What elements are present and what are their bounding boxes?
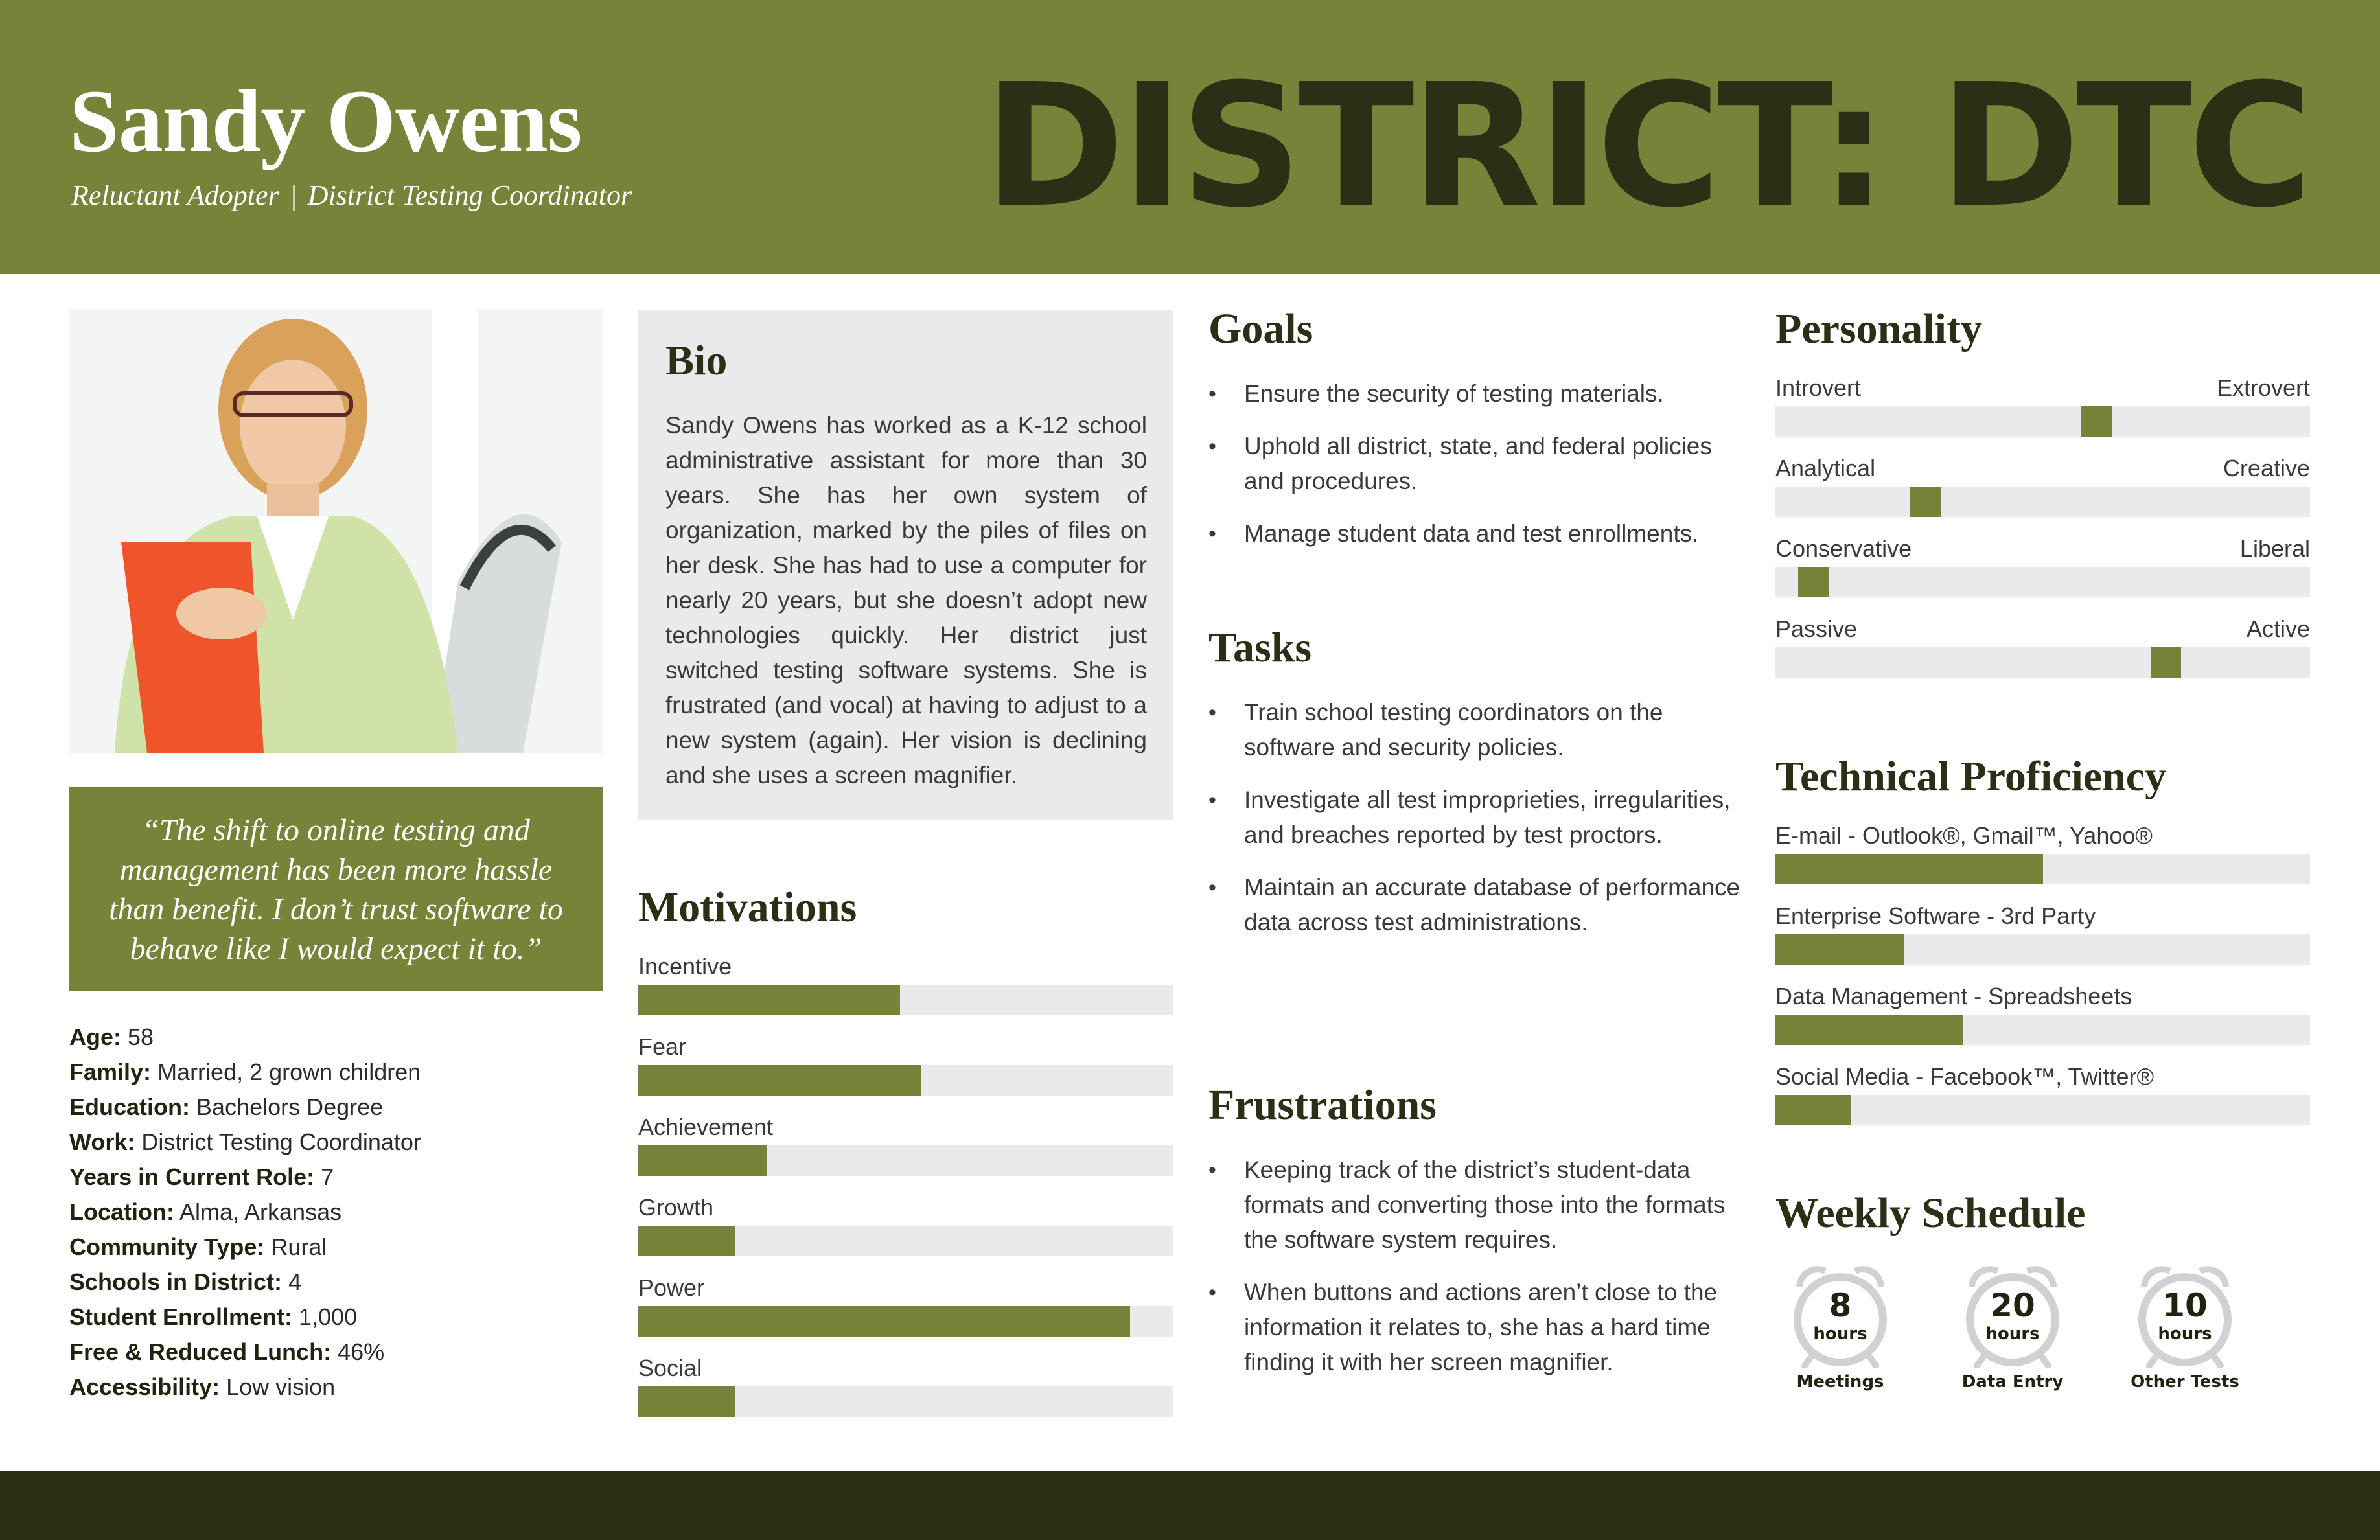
demographic-label: Free & Reduced Lunch: [69,1339,332,1365]
demographic-label: Schools in District: [69,1269,283,1295]
demographic-row [69,1055,603,1090]
slider-right-label: Extrovert [2216,374,2310,401]
demographic-row [69,1370,603,1405]
slider-left-label: Analytical [1775,455,1876,481]
technical-item [1775,1065,2310,1145]
motivation-label: Achievement [638,1114,774,1140]
persona-quote: “The shift to online testing and management has been more hassle than benefit. I don’t trust software to behave like I would expect it to.” [109,812,563,966]
schedule-unit: hours [1813,1324,1867,1344]
goal-item: • Uphold all district, state, and federal policies and procedures. [1208,429,1746,499]
slider-right-label: Liberal [2239,535,2310,562]
technical-track [1775,1095,2310,1125]
persona-photo [69,309,603,753]
demographic-row [69,1230,603,1265]
slider-marker [1910,487,1941,517]
bio-panel [638,310,1173,820]
schedule-label: Other Tests [2131,1372,2239,1392]
demographic-row [69,1195,603,1230]
demographic-value: District Testing Coordinator [141,1129,421,1155]
personality-title: Personality [1775,305,1982,352]
demographic-label: Work: [69,1129,135,1155]
schedule-unit: hours [1985,1324,2040,1344]
schedule-title: Weekly Schedule [1775,1189,2086,1237]
tasks-list [1208,695,1746,940]
demographic-value: 1,000 [299,1304,358,1330]
subtitle-separator: | [289,179,297,211]
schedule-item [2094,1258,2276,1392]
bio-text: Sandy Owens has worked as a K-12 school administrative assistant for more than 30 years. She has her own system of organization, marked by the piles of files on her desk. She has had to use a computer for nearly 20 years, but she doesn’t adopt new technologies quickly. Her district just switched testing software systems. She is frustrated (and vocal) at having to adjust to a new system (again). Her vision is declining and she uses a screen magnifier. [665,412,1147,788]
task-item: • Maintain an accurate database of performance data across test administrations. [1208,870,1746,940]
motivation-label: Incentive [638,953,732,980]
schedule-clocks [1775,1258,2320,1392]
slider-track [1775,567,2310,597]
demographic-value: Bachelors Degree [196,1094,384,1120]
slider-left-label: Introvert [1775,374,1862,401]
motivation-fill [638,1145,767,1176]
persona-photo-illustration [69,309,603,753]
motivation-item [638,1276,1173,1357]
personality-slider [1775,537,2310,617]
motivation-label: Fear [638,1033,687,1060]
frustration-item: • Keeping track of the district’s student-data formats and converting those into the formats the software system requires. [1208,1153,1746,1258]
technical-title: Technical Proficiency [1775,753,2167,800]
schedule-section [1775,1189,2320,1392]
bio-title: Bio [665,337,728,384]
goals-list [1208,376,1746,551]
demographic-value: 4 [288,1269,302,1295]
demographic-row [69,1335,603,1370]
technical-track [1775,854,2310,884]
technical-item [1775,824,2310,904]
technical-label: Social Media - Facebook™, Twitter® [1775,1063,2155,1090]
motivation-fill [638,1226,735,1256]
personality-slider [1775,617,2310,698]
demographic-label: Years in Current Role: [69,1164,315,1190]
motivation-label: Power [638,1274,705,1301]
motivation-track [638,1306,1173,1337]
demographic-label: Student Enrollment: [69,1304,292,1330]
goals-section [1208,305,1746,569]
motivation-item [638,955,1173,1035]
motivation-track [638,985,1173,1015]
slider-right-label: Active [2246,615,2310,642]
motivation-item [638,1116,1173,1196]
demographic-label: Location: [69,1199,174,1225]
technical-fill [1775,1095,1851,1125]
persona-type: Reluctant Adopter [71,179,279,211]
schedule-label: Data Entry [1961,1372,2064,1392]
demographic-row [69,1160,603,1195]
footer-bar [0,1471,2380,1540]
motivation-fill [638,985,900,1015]
personality-sliders [1775,376,2310,698]
technical-label: Data Management - Spreadsheets [1775,983,2132,1009]
motivation-track [638,1386,1173,1417]
slider-track [1775,406,2310,437]
motivations-section [638,886,1173,1437]
slider-marker [2151,647,2181,678]
technical-fill [1775,1015,1963,1045]
schedule-item [1922,1258,2103,1392]
demographic-label: Age: [69,1024,121,1050]
frustrations-title: Frustrations [1208,1081,1437,1129]
schedule-label: Meetings [1796,1372,1884,1392]
motivation-fill [638,1386,735,1417]
personality-slider [1775,376,2310,457]
demographic-value: Married, 2 grown children [157,1059,421,1085]
goals-title: Goals [1208,305,1313,352]
demographic-label: Family: [69,1059,152,1085]
technical-fill [1775,854,2043,884]
motivation-fill [638,1065,921,1096]
schedule-unit: hours [2158,1324,2212,1344]
demographic-row [69,1300,603,1335]
persona-name: Sandy Owens [69,71,582,170]
motivation-item [638,1196,1173,1276]
personality-slider [1775,457,2310,537]
motivation-label: Growth [638,1194,714,1221]
slider-left-label: Passive [1775,615,1858,642]
technical-item [1775,904,2310,985]
personality-section [1775,305,2310,698]
motivation-fill [638,1306,1130,1337]
demographic-value: 58 [128,1024,154,1050]
motivation-track [638,1226,1173,1256]
demographic-row [69,1265,603,1300]
persona-quote-box [69,787,603,991]
slider-right-label: Creative [2223,455,2310,481]
frustrations-section [1208,1081,1746,1397]
demographic-value: 7 [321,1164,334,1190]
demographic-row [69,1020,603,1055]
motivation-item [638,1357,1173,1437]
task-item: • Train school testing coordinators on the software and security policies. [1208,695,1746,765]
motivations-bars [638,955,1173,1437]
technical-label: E-mail - Outlook®, Gmail™, Yahoo® [1775,822,2153,849]
demographic-row [69,1090,603,1125]
schedule-hours: 20 [1990,1287,2035,1324]
demographic-value: Alma, Arkansas [179,1199,342,1225]
goal-item: • Manage student data and test enrollments. [1208,516,1746,551]
slider-track [1775,487,2310,517]
technical-fill [1775,934,1904,965]
slider-left-label: Conservative [1775,535,1912,562]
persona-subtitle [71,179,632,212]
tasks-section [1208,626,1746,958]
schedule-item [1750,1258,1931,1392]
schedule-hours: 8 [1829,1287,1852,1324]
header-banner [0,0,2380,274]
demographic-label: Education: [69,1094,190,1120]
motivation-label: Social [638,1355,702,1381]
demographic-value: Rural [271,1234,327,1260]
frustration-item: • When buttons and actions aren’t close to the information it relates to, she has a hard time finding it with her screen magnifier. [1208,1275,1746,1380]
motivation-track [638,1145,1173,1176]
demographic-label: Community Type: [69,1234,265,1260]
technical-track [1775,934,2310,965]
persona-role: District Testing Coordinator [307,179,632,211]
demographic-row [69,1125,603,1160]
district-title: DISTRICT: DTC [984,47,2309,245]
technical-track [1775,1015,2310,1045]
task-item: • Investigate all test improprieties, irregularities, and breaches reported by test proctors. [1208,783,1746,853]
goal-item: • Ensure the security of testing materials. [1208,376,1746,411]
slider-marker [1798,567,1829,597]
demographics-list [69,1020,603,1405]
technical-section [1775,755,2310,1145]
schedule-hours: 10 [2162,1287,2208,1324]
motivations-title: Motivations [638,884,857,931]
slider-marker [2081,406,2112,437]
frustrations-list [1208,1153,1746,1380]
motivation-item [638,1035,1173,1116]
demographic-label: Accessibility: [69,1373,220,1400]
slider-track [1775,647,2310,678]
demographic-value: Low vision [226,1373,336,1400]
motivation-track [638,1065,1173,1096]
technical-item [1775,985,2310,1065]
tasks-title: Tasks [1208,624,1312,671]
technical-label: Enterprise Software - 3rd Party [1775,902,2096,929]
demographic-value: 46% [338,1339,385,1365]
technical-bars [1775,824,2310,1145]
